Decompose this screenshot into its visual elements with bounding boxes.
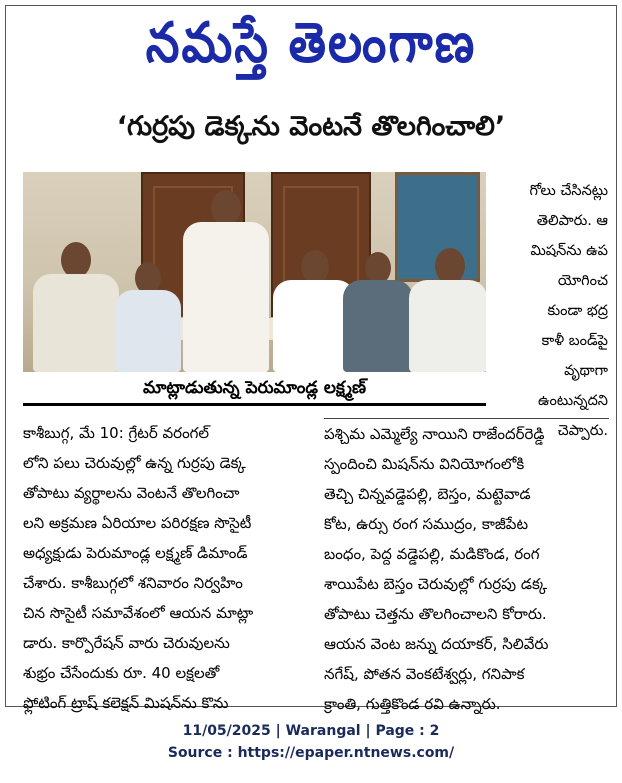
page-footer: [0, 720, 622, 764]
text-line: డారు. కార్పొరేషన్ వారు చెరువులను: [23, 634, 230, 652]
text-line: నగేష్, పోతన వెంకటేశ్వర్లు, గనిపాక: [324, 665, 525, 683]
text-line: అధ్యక్షుడు పెరుమాండ్ల లక్ష్మణ్ డిమాండ్: [23, 544, 248, 562]
text-line: స్పందించి మిషన్‌ను వినియోగంలోకి: [324, 455, 525, 473]
edition-info: 11/05/2025 | Warangal | Page : 2: [182, 723, 440, 739]
masthead: [6, 6, 616, 106]
text-line: తోపాటు చెత్తను తొలగించాలని కోరారు.: [324, 605, 547, 623]
text-line: క్రాంతి, గుత్తికొండ రవి ఉన్నారు.: [324, 695, 501, 713]
text-line: చిన సొసైటీ సమావేశంలో ఆయన మాట్లా: [23, 604, 254, 622]
text-line: కుండా భద్ర: [547, 303, 608, 319]
text-line: వృథాగా: [564, 363, 608, 379]
text-line: తెచ్చి చిన్నవడ్డెపల్లి, బెస్తం, మట్టెవాడ: [324, 485, 531, 503]
text-line: మిషన్‌ను ఉప: [530, 243, 608, 259]
text-line: ఉంటున్నదని: [537, 393, 608, 409]
newspaper-clipping: [5, 5, 617, 713]
text-line: గోలు చేసినట్లు: [529, 183, 608, 199]
source-link[interactable]: Source : https://epaper.ntnews.com/: [167, 745, 455, 761]
article-headline: ‘గుర్రపు డెక్కను వెంటనే తొలగించాలి’: [116, 111, 506, 142]
article-photo: [23, 172, 486, 372]
text-line: పశ్చిమ ఎమ్మెల్యే నాయిని రాజేందర్‌రెడ్డి: [324, 418, 609, 449]
masthead-logo: నమస్తే తెలంగాణ: [145, 10, 477, 76]
side-column: [496, 176, 608, 446]
text-line: కాళీ బండ్‌పై: [541, 333, 608, 349]
text-line: శాయిపేట బెస్తం చెరువుల్లో గుర్రపు డక్క: [324, 575, 548, 593]
text-line: తెలిపారు. ఆ: [536, 213, 608, 229]
text-line: ఫ్లోటింగ్ ట్రాష్ కలెక్షన్ మిషన్‌ను కొను: [23, 694, 229, 712]
text-line: బంధం, పెద్ద వడ్డెపల్లి, మడికొండ, రంగ: [324, 545, 540, 563]
text-line: కోట, ఉర్సు రంగ సముద్రం, కాజీపేట: [324, 515, 529, 533]
article-column-right: [324, 418, 609, 719]
text-line: ఆయన వెంట జన్ను దయాకర్, సిలివేరు: [324, 635, 549, 653]
photo-caption-text: మాట్లాడుతున్న పెరుమాండ్ల లక్ష్మణ్: [142, 378, 367, 398]
text-line: కాశీబుగ్గ, మే 10: గ్రేటర్ వరంగల్: [23, 424, 210, 442]
text-line: లోని పలు చెరువుల్లో ఉన్న గుర్రపు డెక్క: [23, 454, 246, 472]
text-line: చెప్పారు.: [557, 423, 608, 439]
article-column-left: [23, 418, 315, 718]
text-line: లని అక్రమణ ఏరియాల పరిరక్షణ సొసైటీ: [23, 514, 252, 532]
text-line: శుభ్రం చేసేందుకు రూ. 40 లక్షలతో: [23, 664, 220, 682]
text-line: చేశారు. కాశీబుగ్గలో శనివారం నిర్వహిం: [23, 574, 243, 592]
photo-caption: [23, 372, 486, 406]
text-line: తోపాటు వ్యర్థాలను వెంటనే తొలగించా: [23, 484, 240, 502]
text-line: యోగించ: [557, 273, 608, 289]
